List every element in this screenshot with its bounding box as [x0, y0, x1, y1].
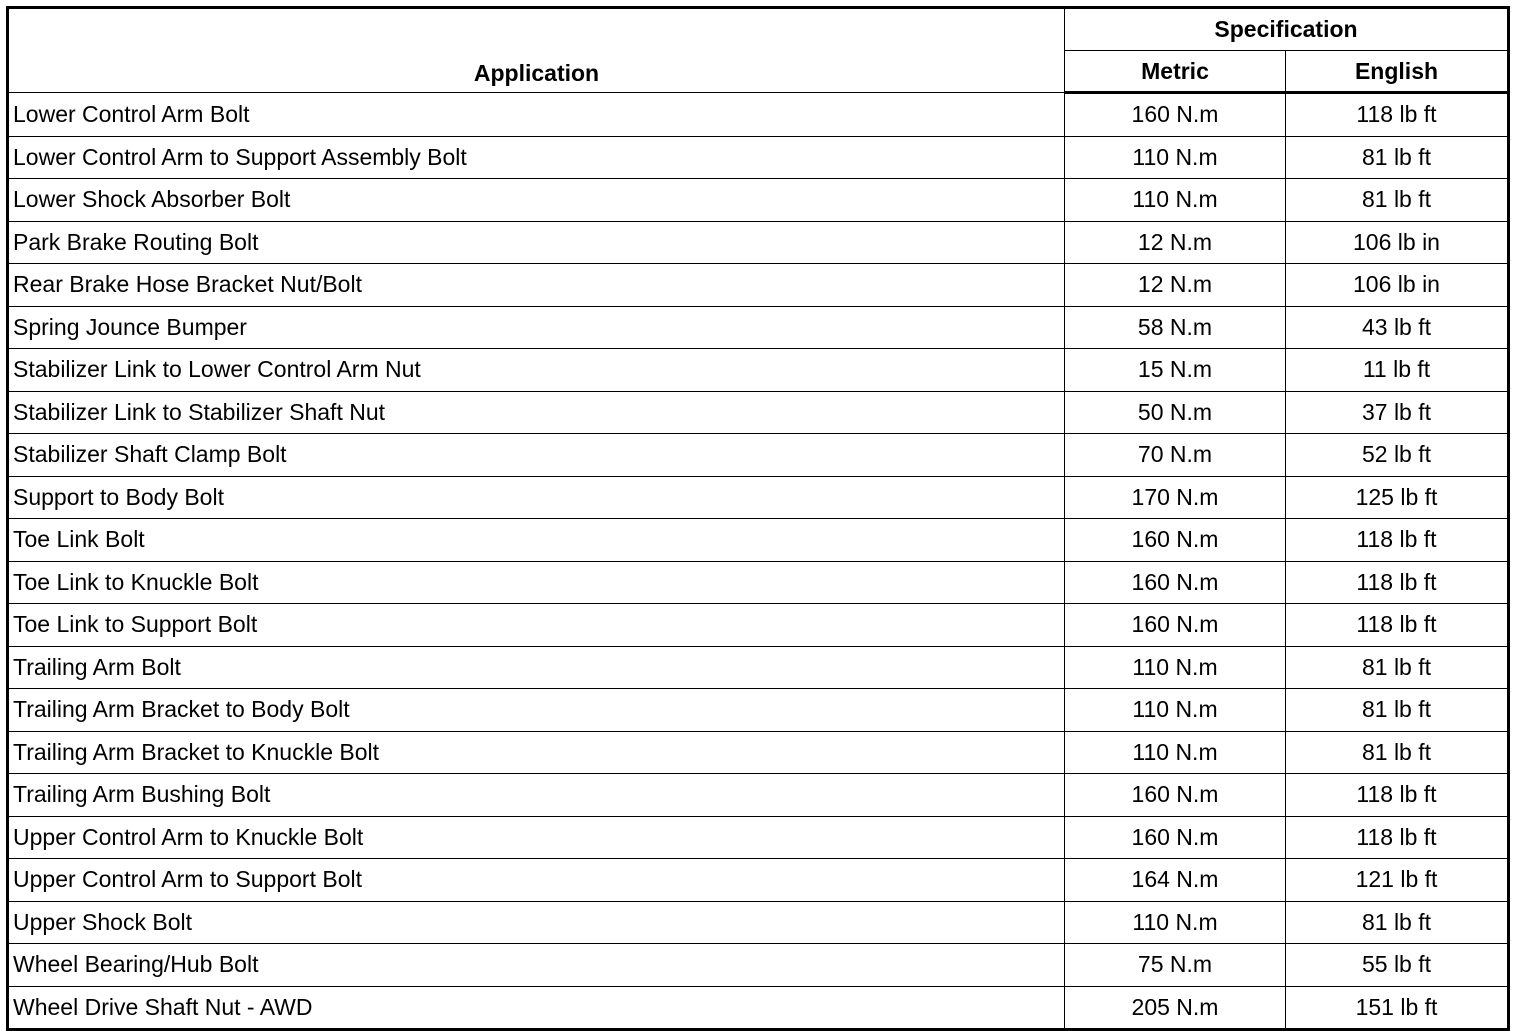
english-cell: 106 lb in — [1286, 264, 1509, 307]
application-cell: Trailing Arm Bolt — [8, 646, 1065, 689]
table-row — [8, 349, 1509, 392]
metric-cell: 75 N.m — [1065, 944, 1286, 987]
table-row — [8, 859, 1509, 902]
table-row — [8, 944, 1509, 987]
metric-cell: 110 N.m — [1065, 901, 1286, 944]
table-row — [8, 986, 1509, 1030]
english-column-header: English — [1286, 51, 1509, 93]
english-cell: 81 lb ft — [1286, 179, 1509, 222]
metric-cell: 12 N.m — [1065, 264, 1286, 307]
english-cell: 52 lb ft — [1286, 434, 1509, 477]
metric-cell: 70 N.m — [1065, 434, 1286, 477]
metric-cell: 160 N.m — [1065, 774, 1286, 817]
table-row — [8, 901, 1509, 944]
english-cell: 81 lb ft — [1286, 689, 1509, 732]
metric-cell: 50 N.m — [1065, 391, 1286, 434]
table-row — [8, 561, 1509, 604]
table-row — [8, 136, 1509, 179]
metric-cell: 160 N.m — [1065, 604, 1286, 647]
english-cell: 118 lb ft — [1286, 774, 1509, 817]
application-cell: Upper Shock Bolt — [8, 901, 1065, 944]
metric-cell: 110 N.m — [1065, 136, 1286, 179]
metric-cell: 205 N.m — [1065, 986, 1286, 1030]
metric-cell: 160 N.m — [1065, 816, 1286, 859]
metric-cell: 164 N.m — [1065, 859, 1286, 902]
english-cell: 11 lb ft — [1286, 349, 1509, 392]
application-cell: Trailing Arm Bushing Bolt — [8, 774, 1065, 817]
table-row — [8, 646, 1509, 689]
application-cell: Upper Control Arm to Support Bolt — [8, 859, 1065, 902]
english-cell: 121 lb ft — [1286, 859, 1509, 902]
english-cell: 81 lb ft — [1286, 731, 1509, 774]
english-cell: 118 lb ft — [1286, 519, 1509, 562]
header-row-top — [8, 8, 1509, 51]
application-cell: Lower Control Arm Bolt — [8, 93, 1065, 137]
english-cell: 81 lb ft — [1286, 901, 1509, 944]
application-cell: Park Brake Routing Bolt — [8, 221, 1065, 264]
english-cell: 118 lb ft — [1286, 93, 1509, 137]
table-row — [8, 519, 1509, 562]
application-cell: Support to Body Bolt — [8, 476, 1065, 519]
table-row — [8, 264, 1509, 307]
table-row — [8, 476, 1509, 519]
metric-cell: 12 N.m — [1065, 221, 1286, 264]
application-cell: Toe Link to Support Bolt — [8, 604, 1065, 647]
metric-cell: 58 N.m — [1065, 306, 1286, 349]
table-row — [8, 93, 1509, 137]
english-cell: 43 lb ft — [1286, 306, 1509, 349]
table-row — [8, 179, 1509, 222]
application-column-header: Application — [8, 8, 1065, 93]
table-row — [8, 391, 1509, 434]
application-cell: Stabilizer Link to Lower Control Arm Nut — [8, 349, 1065, 392]
application-cell: Lower Control Arm to Support Assembly Bolt — [8, 136, 1065, 179]
english-cell: 81 lb ft — [1286, 646, 1509, 689]
metric-cell: 170 N.m — [1065, 476, 1286, 519]
application-cell: Rear Brake Hose Bracket Nut/Bolt — [8, 264, 1065, 307]
table-row — [8, 306, 1509, 349]
metric-column-header: Metric — [1065, 51, 1286, 93]
metric-cell: 110 N.m — [1065, 689, 1286, 732]
english-cell: 37 lb ft — [1286, 391, 1509, 434]
application-cell: Stabilizer Shaft Clamp Bolt — [8, 434, 1065, 477]
table-body — [8, 93, 1509, 1030]
metric-cell: 110 N.m — [1065, 731, 1286, 774]
english-cell: 118 lb ft — [1286, 816, 1509, 859]
application-cell: Upper Control Arm to Knuckle Bolt — [8, 816, 1065, 859]
table-row — [8, 221, 1509, 264]
table-header — [8, 8, 1509, 93]
application-cell: Wheel Drive Shaft Nut - AWD — [8, 986, 1065, 1030]
english-cell: 151 lb ft — [1286, 986, 1509, 1030]
specification-group-header: Specification — [1065, 8, 1509, 51]
table-row — [8, 774, 1509, 817]
application-cell: Trailing Arm Bracket to Body Bolt — [8, 689, 1065, 732]
metric-cell: 160 N.m — [1065, 93, 1286, 137]
application-cell: Toe Link Bolt — [8, 519, 1065, 562]
table-row — [8, 816, 1509, 859]
metric-cell: 110 N.m — [1065, 179, 1286, 222]
application-cell: Trailing Arm Bracket to Knuckle Bolt — [8, 731, 1065, 774]
metric-cell: 110 N.m — [1065, 646, 1286, 689]
application-cell: Stabilizer Link to Stabilizer Shaft Nut — [8, 391, 1065, 434]
application-cell: Lower Shock Absorber Bolt — [8, 179, 1065, 222]
table-row — [8, 434, 1509, 477]
application-cell: Wheel Bearing/Hub Bolt — [8, 944, 1065, 987]
english-cell: 125 lb ft — [1286, 476, 1509, 519]
table-row — [8, 689, 1509, 732]
application-cell: Spring Jounce Bumper — [8, 306, 1065, 349]
english-cell: 118 lb ft — [1286, 604, 1509, 647]
english-cell: 81 lb ft — [1286, 136, 1509, 179]
table-row — [8, 604, 1509, 647]
english-cell: 106 lb in — [1286, 221, 1509, 264]
table-row — [8, 731, 1509, 774]
english-cell: 118 lb ft — [1286, 561, 1509, 604]
metric-cell: 160 N.m — [1065, 561, 1286, 604]
application-cell: Toe Link to Knuckle Bolt — [8, 561, 1065, 604]
english-cell: 55 lb ft — [1286, 944, 1509, 987]
metric-cell: 15 N.m — [1065, 349, 1286, 392]
metric-cell: 160 N.m — [1065, 519, 1286, 562]
torque-specification-table — [6, 6, 1510, 1031]
